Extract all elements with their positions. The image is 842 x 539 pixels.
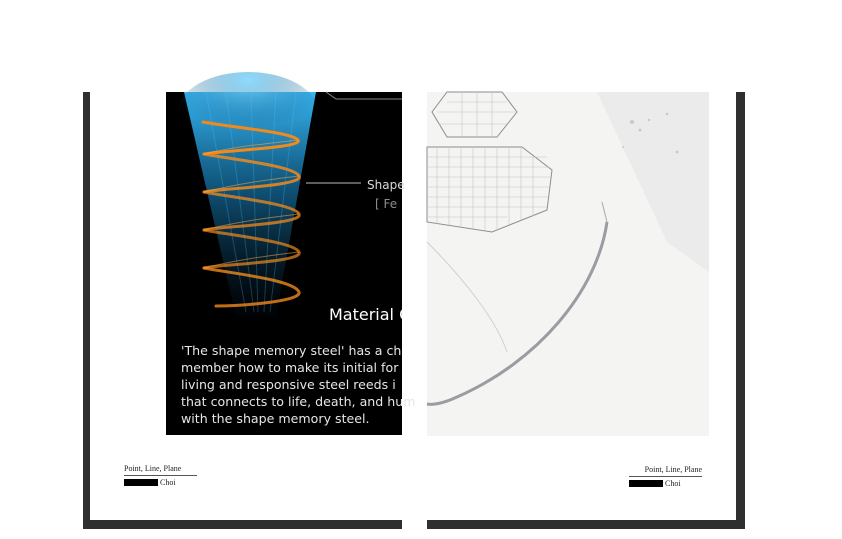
redaction-mark: [629, 480, 663, 487]
footer-rule: [124, 475, 197, 476]
footer-author: [629, 479, 702, 488]
body-line: 'The shape memory steel' has a ch: [181, 343, 402, 358]
left-text-clip: [166, 92, 416, 435]
redaction-mark: [124, 479, 158, 486]
author-surname: Choi: [160, 478, 176, 487]
body-line: living and responsive steel reeds i: [181, 377, 396, 392]
body-line: that connects to life, death, and hum: [181, 394, 416, 409]
body-line: member how to make its initial for: [181, 360, 399, 375]
callout-sublabel: [ Fe: [375, 197, 398, 211]
right-page-footer: [629, 465, 702, 488]
footer-title: Point, Line, Plane: [124, 464, 182, 473]
body-line: with the shape memory steel.: [181, 411, 370, 426]
footer-rule: [629, 476, 702, 477]
footer-title: Point, Line, Plane: [644, 465, 702, 474]
section-title: Material C: [329, 305, 411, 324]
callout-label: Shape: [367, 178, 405, 192]
author-surname: Choi: [665, 479, 681, 488]
left-page-footer: [124, 464, 197, 487]
body-paragraph: [181, 342, 441, 427]
shoe-sketch-illustration: [427, 92, 709, 436]
footer-author: [124, 478, 197, 487]
sketch-graphic: [427, 92, 709, 436]
